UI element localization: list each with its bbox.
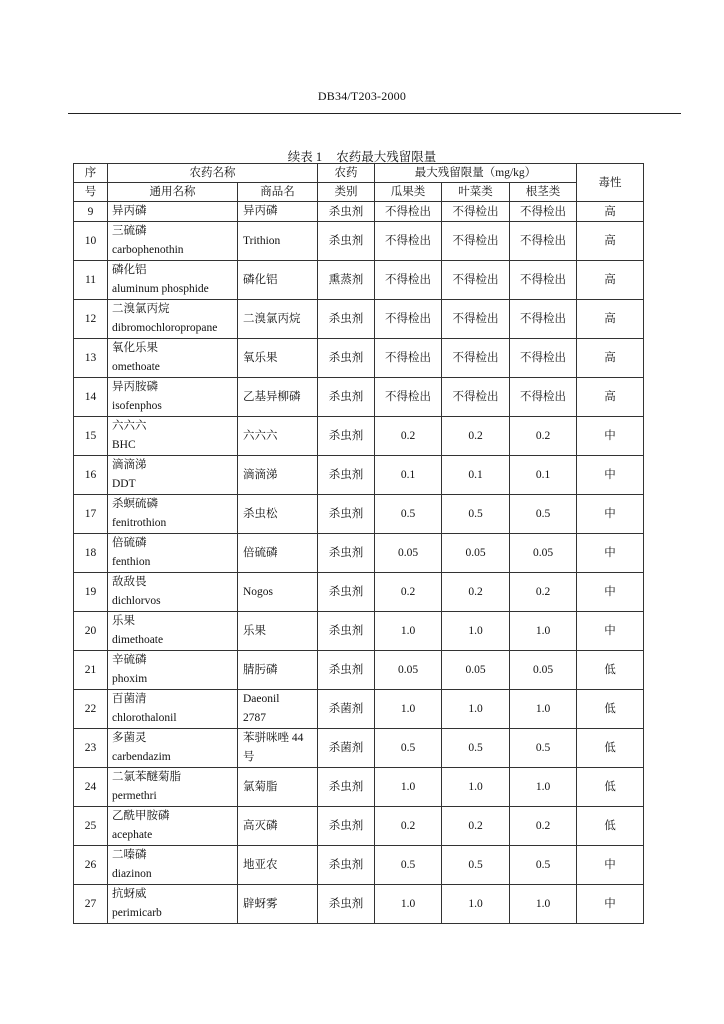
mrl-leafy-veg-cell: 0.2 — [442, 417, 510, 456]
document-code: DB34/T203-2000 — [317, 89, 407, 103]
mrl-melon-fruit-cell: 不得检出 — [375, 300, 442, 339]
row-number: 22 — [74, 690, 108, 729]
common-name-cn: 三硫磷 — [112, 225, 147, 237]
mrl-root-veg-cell: 0.5 — [510, 495, 577, 534]
header-no-top: 序 — [74, 164, 108, 183]
category-cell: 杀虫剂 — [318, 768, 375, 807]
trade-name-cell — [238, 222, 318, 261]
row-number: 24 — [74, 768, 108, 807]
trade-name-cell — [238, 612, 318, 651]
trade-name-cont: 2787 — [243, 712, 266, 724]
trade-name: 六六六 — [243, 429, 278, 442]
header-trade-name: 商品名 — [238, 183, 318, 202]
common-name-cell — [108, 651, 238, 690]
table-row — [74, 534, 644, 573]
mrl-melon-fruit-cell: 不得检出 — [375, 261, 442, 300]
mrl-melon-fruit-cell: 1.0 — [375, 768, 442, 807]
common-name-cell — [108, 417, 238, 456]
table-row — [74, 222, 644, 261]
toxicity-cell: 高 — [577, 202, 644, 222]
trade-name: 苯骈咪唑 44 — [243, 732, 304, 744]
row-number: 18 — [74, 534, 108, 573]
category-cell: 杀菌剂 — [318, 729, 375, 768]
category-cell: 杀虫剂 — [318, 202, 375, 222]
toxicity-cell: 中 — [577, 456, 644, 495]
common-name-cn: 杀螟硫磷 — [112, 498, 158, 510]
header-rule — [68, 113, 681, 114]
trade-name-cell — [238, 339, 318, 378]
table-row — [74, 690, 644, 729]
trade-name-cell — [238, 690, 318, 729]
common-name-en: carbendazim — [112, 751, 171, 763]
trade-name: 异丙磷 — [243, 205, 278, 217]
trade-name: 氧乐果 — [243, 351, 278, 364]
trade-name: 滴滴涕 — [243, 468, 278, 481]
row-number: 16 — [74, 456, 108, 495]
row-number: 21 — [74, 651, 108, 690]
common-name-en: fenitrothion — [112, 517, 167, 529]
common-name-cell — [108, 885, 238, 924]
common-name-cell — [108, 690, 238, 729]
row-number: 10 — [74, 222, 108, 261]
common-name-cell — [108, 378, 238, 417]
common-name-cn: 多菌灵 — [112, 732, 147, 744]
row-number: 17 — [74, 495, 108, 534]
mrl-root-veg-cell: 0.05 — [510, 651, 577, 690]
table-row — [74, 495, 644, 534]
common-name-cell — [108, 612, 238, 651]
common-name-en: phoxim — [112, 673, 148, 685]
mrl-leafy-veg-cell: 0.2 — [442, 807, 510, 846]
trade-name: 高灭磷 — [243, 819, 278, 832]
table-row — [74, 339, 644, 378]
table-row — [74, 202, 644, 222]
common-name-cn: 乐果 — [112, 615, 135, 627]
mrl-root-veg-cell: 0.1 — [510, 456, 577, 495]
common-name-en: perimicarb — [112, 907, 162, 919]
mrl-root-veg-cell: 不得检出 — [510, 300, 577, 339]
category-cell: 杀虫剂 — [318, 807, 375, 846]
header-pesticide-name: 农药名称 — [108, 164, 318, 183]
mrl-melon-fruit-cell: 不得检出 — [375, 222, 442, 261]
table-row — [74, 612, 644, 651]
trade-name-cell — [238, 651, 318, 690]
mrl-leafy-veg-cell: 0.05 — [442, 534, 510, 573]
header-toxicity: 毒性 — [577, 164, 644, 202]
mrl-melon-fruit-cell: 0.05 — [375, 651, 442, 690]
trade-name: 倍硫磷 — [243, 546, 278, 559]
common-name-en: dichlorvos — [112, 595, 161, 607]
common-name-cn: 辛硫磷 — [112, 654, 147, 666]
trade-name-cell — [238, 202, 318, 222]
common-name-cell — [108, 300, 238, 339]
mrl-melon-fruit-cell: 不得检出 — [375, 339, 442, 378]
trade-name: Nogos — [243, 585, 274, 598]
header-melon-fruit: 瓜果类 — [375, 183, 442, 202]
mrl-root-veg-cell: 1.0 — [510, 768, 577, 807]
mrl-root-veg-cell: 不得检出 — [510, 261, 577, 300]
mrl-melon-fruit-cell: 0.5 — [375, 729, 442, 768]
pesticide-residue-table — [73, 163, 644, 924]
common-name-cn: 氧化乐果 — [112, 342, 158, 354]
trade-name-cell — [238, 729, 318, 768]
category-cell: 杀虫剂 — [318, 612, 375, 651]
mrl-root-veg-cell: 0.2 — [510, 573, 577, 612]
mrl-root-veg-cell: 1.0 — [510, 612, 577, 651]
toxicity-cell: 中 — [577, 885, 644, 924]
mrl-melon-fruit-cell: 0.2 — [375, 573, 442, 612]
trade-name: 辟蚜雾 — [243, 897, 278, 910]
mrl-melon-fruit-cell: 0.5 — [375, 846, 442, 885]
mrl-leafy-veg-cell: 1.0 — [442, 768, 510, 807]
row-number: 12 — [74, 300, 108, 339]
toxicity-cell: 中 — [577, 495, 644, 534]
mrl-root-veg-cell: 1.0 — [510, 690, 577, 729]
mrl-leafy-veg-cell: 0.5 — [442, 495, 510, 534]
mrl-root-veg-cell: 不得检出 — [510, 202, 577, 222]
row-number: 11 — [74, 261, 108, 300]
common-name-cn: 乙酰甲胺磷 — [112, 810, 170, 822]
trade-name: Trithion — [243, 234, 281, 247]
mrl-melon-fruit-cell: 0.5 — [375, 495, 442, 534]
table-row — [74, 261, 644, 300]
table-row — [74, 300, 644, 339]
mrl-melon-fruit-cell: 0.2 — [375, 417, 442, 456]
header-no-bottom: 号 — [74, 183, 108, 202]
trade-name-cell — [238, 807, 318, 846]
mrl-root-veg-cell: 不得检出 — [510, 222, 577, 261]
category-cell: 杀虫剂 — [318, 339, 375, 378]
trade-name-cell — [238, 456, 318, 495]
common-name-cn: 异丙磷 — [112, 205, 147, 217]
common-name-en: carbophenothin — [112, 244, 184, 256]
mrl-melon-fruit-cell: 0.1 — [375, 456, 442, 495]
trade-name-cell — [238, 417, 318, 456]
trade-name: 二溴氯丙烷 — [243, 312, 301, 325]
common-name-en: chlorothalonil — [112, 712, 177, 724]
table-body — [74, 202, 644, 924]
common-name-cn: 倍硫磷 — [112, 537, 147, 549]
category-cell: 杀菌剂 — [318, 690, 375, 729]
table-row — [74, 885, 644, 924]
common-name-en: dibromochloropropane — [112, 322, 218, 334]
mrl-root-veg-cell: 0.2 — [510, 807, 577, 846]
mrl-root-veg-cell: 不得检出 — [510, 378, 577, 417]
category-cell: 杀虫剂 — [318, 573, 375, 612]
mrl-leafy-veg-cell: 不得检出 — [442, 222, 510, 261]
toxicity-cell: 中 — [577, 573, 644, 612]
row-number: 9 — [74, 202, 108, 222]
toxicity-cell: 低 — [577, 807, 644, 846]
common-name-cn: 抗蚜威 — [112, 888, 147, 900]
header-category-top: 农药 — [318, 164, 375, 183]
mrl-root-veg-cell: 1.0 — [510, 885, 577, 924]
table-row — [74, 768, 644, 807]
common-name-en: diazinon — [112, 868, 152, 880]
mrl-root-veg-cell: 不得检出 — [510, 339, 577, 378]
common-name-cn: 二氯苯醚菊脂 — [112, 771, 181, 783]
common-name-cell — [108, 807, 238, 846]
category-cell: 杀虫剂 — [318, 846, 375, 885]
row-number: 26 — [74, 846, 108, 885]
trade-name-cell — [238, 768, 318, 807]
row-number: 13 — [74, 339, 108, 378]
row-number: 20 — [74, 612, 108, 651]
toxicity-cell: 中 — [577, 534, 644, 573]
trade-name: 腈肟磷 — [243, 663, 278, 676]
common-name-cn: 磷化铝 — [112, 264, 147, 276]
trade-name: 乐果 — [243, 624, 266, 637]
category-cell: 杀虫剂 — [318, 456, 375, 495]
toxicity-cell: 低 — [577, 768, 644, 807]
trade-name: 氯菊脂 — [243, 780, 278, 793]
common-name-cn: 六六六 — [112, 420, 147, 432]
toxicity-cell: 高 — [577, 339, 644, 378]
trade-name: 磷化铝 — [243, 273, 278, 286]
common-name-cell — [108, 261, 238, 300]
table-row — [74, 378, 644, 417]
trade-name-cell — [238, 846, 318, 885]
toxicity-cell: 高 — [577, 300, 644, 339]
toxicity-cell: 高 — [577, 222, 644, 261]
common-name-en: isofenphos — [112, 400, 162, 412]
common-name-cell — [108, 573, 238, 612]
common-name-en: BHC — [112, 439, 136, 451]
mrl-leafy-veg-cell: 1.0 — [442, 612, 510, 651]
common-name-cell — [108, 846, 238, 885]
toxicity-cell: 低 — [577, 690, 644, 729]
table-row — [74, 651, 644, 690]
common-name-cell — [108, 534, 238, 573]
mrl-melon-fruit-cell: 1.0 — [375, 885, 442, 924]
table-row — [74, 846, 644, 885]
common-name-en: fenthion — [112, 556, 151, 568]
common-name-cell — [108, 456, 238, 495]
toxicity-cell: 中 — [577, 612, 644, 651]
table-row — [74, 573, 644, 612]
trade-name-cell — [238, 573, 318, 612]
mrl-melon-fruit-cell: 0.05 — [375, 534, 442, 573]
mrl-leafy-veg-cell: 0.1 — [442, 456, 510, 495]
common-name-cn: 二嗪磷 — [112, 849, 147, 861]
mrl-leafy-veg-cell: 0.2 — [442, 573, 510, 612]
mrl-leafy-veg-cell: 1.0 — [442, 690, 510, 729]
mrl-leafy-veg-cell: 不得检出 — [442, 300, 510, 339]
trade-name-cont: 号 — [243, 751, 255, 763]
trade-name: 地亚农 — [243, 858, 278, 871]
common-name-cell — [108, 729, 238, 768]
mrl-melon-fruit-cell: 0.2 — [375, 807, 442, 846]
header-common-name: 通用名称 — [108, 183, 238, 202]
mrl-root-veg-cell: 0.5 — [510, 846, 577, 885]
mrl-leafy-veg-cell: 1.0 — [442, 885, 510, 924]
trade-name-cell — [238, 534, 318, 573]
common-name-en: permethri — [112, 790, 157, 802]
common-name-cn: 异丙胺磷 — [112, 381, 158, 393]
header-category-bottom: 类别 — [318, 183, 375, 202]
common-name-cell — [108, 768, 238, 807]
common-name-cell — [108, 222, 238, 261]
trade-name-cell — [238, 378, 318, 417]
common-name-cell — [108, 495, 238, 534]
trade-name: 杀虫松 — [243, 507, 278, 520]
header-mrl: 最大残留限量（mg/kg） — [375, 164, 577, 183]
category-cell: 熏蒸剂 — [318, 261, 375, 300]
mrl-root-veg-cell: 0.05 — [510, 534, 577, 573]
common-name-cell — [108, 339, 238, 378]
mrl-leafy-veg-cell: 0.05 — [442, 651, 510, 690]
category-cell: 杀虫剂 — [318, 417, 375, 456]
category-cell: 杀虫剂 — [318, 495, 375, 534]
common-name-en: omethoate — [112, 361, 160, 373]
mrl-leafy-veg-cell: 不得检出 — [442, 202, 510, 222]
toxicity-cell: 高 — [577, 261, 644, 300]
category-cell: 杀虫剂 — [318, 651, 375, 690]
common-name-en: dimethoate — [112, 634, 164, 646]
common-name-en: acephate — [112, 829, 153, 841]
toxicity-cell: 低 — [577, 729, 644, 768]
mrl-melon-fruit-cell: 1.0 — [375, 612, 442, 651]
category-cell: 杀虫剂 — [318, 300, 375, 339]
common-name-cn: 敌敌畏 — [112, 576, 147, 588]
mrl-leafy-veg-cell: 0.5 — [442, 846, 510, 885]
toxicity-cell: 低 — [577, 651, 644, 690]
trade-name-cell — [238, 885, 318, 924]
mrl-leafy-veg-cell: 不得检出 — [442, 261, 510, 300]
caption-title: 农药最大残留限量 — [336, 150, 437, 164]
common-name-cn: 滴滴涕 — [112, 459, 147, 471]
common-name-en: aluminum phosphide — [112, 283, 209, 295]
mrl-melon-fruit-cell: 1.0 — [375, 690, 442, 729]
caption-label: 续表 1 — [287, 150, 323, 164]
header-leafy-veg: 叶菜类 — [442, 183, 510, 202]
mrl-leafy-veg-cell: 不得检出 — [442, 339, 510, 378]
table-row — [74, 807, 644, 846]
table-row — [74, 729, 644, 768]
mrl-melon-fruit-cell: 不得检出 — [375, 378, 442, 417]
row-number: 19 — [74, 573, 108, 612]
row-number: 27 — [74, 885, 108, 924]
trade-name-cell — [238, 261, 318, 300]
mrl-leafy-veg-cell: 0.5 — [442, 729, 510, 768]
row-number: 23 — [74, 729, 108, 768]
table-row — [74, 417, 644, 456]
common-name-cn: 二溴氯丙烷 — [112, 303, 170, 315]
header-root-veg: 根茎类 — [510, 183, 577, 202]
row-number: 25 — [74, 807, 108, 846]
toxicity-cell: 中 — [577, 846, 644, 885]
row-number: 14 — [74, 378, 108, 417]
trade-name-cell — [238, 300, 318, 339]
category-cell: 杀虫剂 — [318, 885, 375, 924]
mrl-root-veg-cell: 0.5 — [510, 729, 577, 768]
mrl-leafy-veg-cell: 不得检出 — [442, 378, 510, 417]
category-cell: 杀虫剂 — [318, 378, 375, 417]
trade-name: 乙基异柳磷 — [243, 390, 301, 403]
row-number: 15 — [74, 417, 108, 456]
mrl-root-veg-cell: 0.2 — [510, 417, 577, 456]
category-cell: 杀虫剂 — [318, 534, 375, 573]
common-name-cn: 百菌清 — [112, 693, 147, 705]
table-row — [74, 456, 644, 495]
trade-name-cell — [238, 495, 318, 534]
toxicity-cell: 高 — [577, 378, 644, 417]
toxicity-cell: 中 — [577, 417, 644, 456]
common-name-en: DDT — [112, 478, 136, 490]
common-name-cell — [108, 202, 238, 222]
mrl-melon-fruit-cell: 不得检出 — [375, 202, 442, 222]
trade-name: Daeonil — [243, 693, 280, 705]
category-cell: 杀虫剂 — [318, 222, 375, 261]
